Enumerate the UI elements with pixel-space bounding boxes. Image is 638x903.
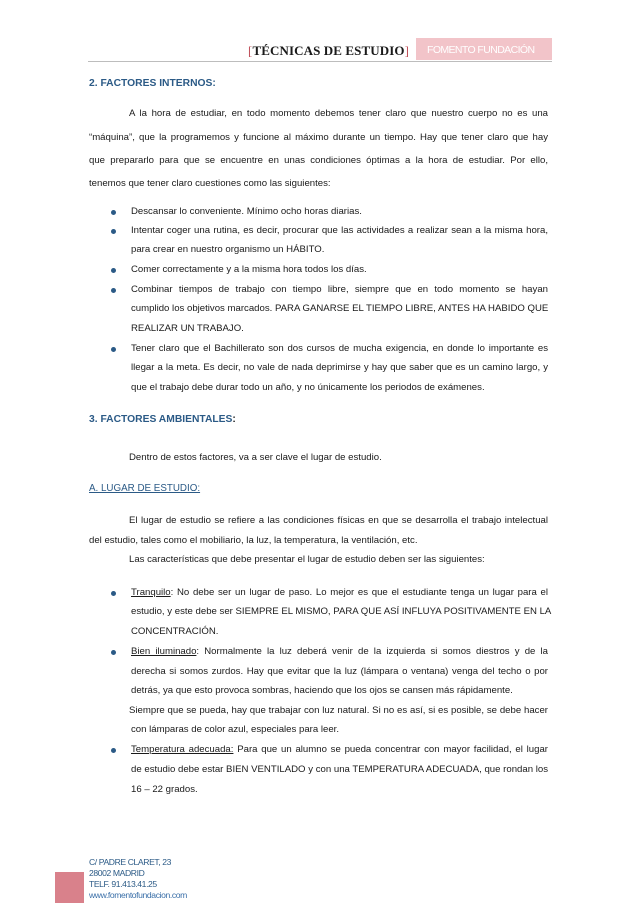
sub-heading-study-place: A. LUGAR DE ESTUDIO: [89,483,201,494]
header-bracket-open: [ [248,43,253,58]
footer-address: C/ PADRE CLARET, 23 [89,857,172,867]
list-item-continuation: de estudio debe estar BIEN VENTILADO y con una TEMPERATURA ADECUADA, que rondan los [131,764,548,775]
bullet-icon [111,748,116,753]
list-item-continuation: detrás, ya que esto provoca sombras, haciendo que los ojos se cansen más rápidamente. [131,685,513,696]
list-item [131,744,548,755]
list-item: Descansar lo conveniente. Mínimo ocho horas diarias. [131,206,362,217]
term-temperature-desc: Para que un alumno se pueda concentrar con mayor facilidad, el lugar [233,744,548,755]
list-item-continuation: 16 – 22 grados. [131,784,198,795]
bullet-icon [111,591,116,596]
paragraph-line: que prepararlo para que se encuentre en unas condiciones óptimas a la hora de estudiar. Por ello, [89,155,548,166]
list-item-continuation: para crear en nuestro organismo un HÁBITO. [131,244,325,255]
footer-city: 28002 MADRID [89,868,145,878]
list-item-continuation: estudio, y este debe ser SIEMPRE EL MISMO, PARA QUE ASÍ INFLUYA POSITIVAMENTE EN LA [131,606,552,617]
footer-website-link[interactable]: www.fomentofundacion.com [89,890,187,900]
list-item [131,587,548,598]
list-item: Tener claro que el Bachillerato son dos cursos de mucha exigencia, en donde lo importante es [131,343,548,354]
header-title-text: TÉCNICAS DE ESTUDIO [252,43,405,58]
section-heading-internal: 2. FACTORES INTERNOS: [89,78,216,89]
list-item-continuation: REALIZAR UN TRABAJO. [131,323,244,334]
header-title [248,43,412,59]
bullet-icon [111,268,116,273]
list-item-continuation: llegar a la meta. Es decir, no vale de nada deprimirse y hay que saber que es un camino largo, y [131,362,548,373]
paragraph-line: “máquina”, que la programemos y funcione al máximo durante un tiempo. Hay que tener claro que hay [89,132,548,143]
paragraph-line: tenemos que tener claro cuestiones como las siguientes: [89,178,331,189]
bullet-icon [111,288,116,293]
list-item: Comer correctamente y a la misma hora todos los días. [131,264,367,275]
bullet-icon [111,229,116,234]
brand-label: FOMENTO FUNDACIÓN [427,44,535,56]
bullet-icon [111,210,116,215]
paragraph-line: Las características que debe presentar el lugar de estudio deben ser las siguientes: [129,554,485,565]
list-item-continuation: derecha si somos zurdos. Hay que evitar que la luz (lámpara o ventana) venga del techo o por [131,666,548,677]
brand-band [416,38,552,60]
list-item-continuation: con lámparas de color azul, especiales para leer. [131,724,339,735]
list-item-continuation: que el trabajo debe durar todo un año, y no únicamente los periodos de exámenes. [131,382,485,393]
list-item: Combinar tiempos de trabajo con tiempo libre, siempre que en todo momento se hayan [131,284,548,295]
list-item: Intentar coger una rutina, es decir, procurar que las actividades a realizar sean a la misma hora, [131,225,548,236]
header-divider [88,61,552,62]
paragraph-line: Dentro de estos factores, va a ser clave el lugar de estudio. [129,452,382,463]
footer-accent-bar [55,872,84,903]
footer-phone: TELF. 91.413.41.25 [89,879,157,889]
paragraph-line: A la hora de estudiar, en todo momento debemos tener claro que nuestro cuerpo no es una [129,108,548,119]
list-item-continuation: cumplido los objetivos marcados. PARA GANARSE EL TIEMPO LIBRE, ANTES HA HABIDO QUE [131,303,549,314]
section-heading-ambient-text: 3. FACTORES AMBIENTALES [89,414,233,425]
bullet-icon [111,347,116,352]
paragraph-line: del estudio, tales como el mobiliario, la luz, la temperatura, la ventilación, etc. [89,535,418,546]
section-heading-ambient [89,414,548,425]
list-item-continuation: Siempre que se pueda, hay que trabajar con luz natural. Si no es así, si es posible, se debe hacer [129,705,548,716]
term-temperature: Temperatura adecuada: [131,744,234,755]
term-quiet: Tranquilo [131,587,171,598]
bullet-icon [111,650,116,655]
term-quiet-desc: : No debe ser un lugar de paso. Lo mejor es que el estudiante tenga un lugar para el [170,587,548,598]
term-lighting: Bien iluminado [131,646,197,657]
section-heading-ambient-colon: : [232,414,236,425]
term-lighting-desc: : Normalmente la luz deberá venir de la izquierda si somos diestros y de la [196,646,548,657]
header-bracket-close: ] [404,43,410,58]
list-item [131,646,548,657]
list-item-continuation: CONCENTRACIÓN. [131,626,219,637]
paragraph-line: El lugar de estudio se refiere a las condiciones físicas en que se desarrolla el trabajo intelectual [129,515,548,526]
